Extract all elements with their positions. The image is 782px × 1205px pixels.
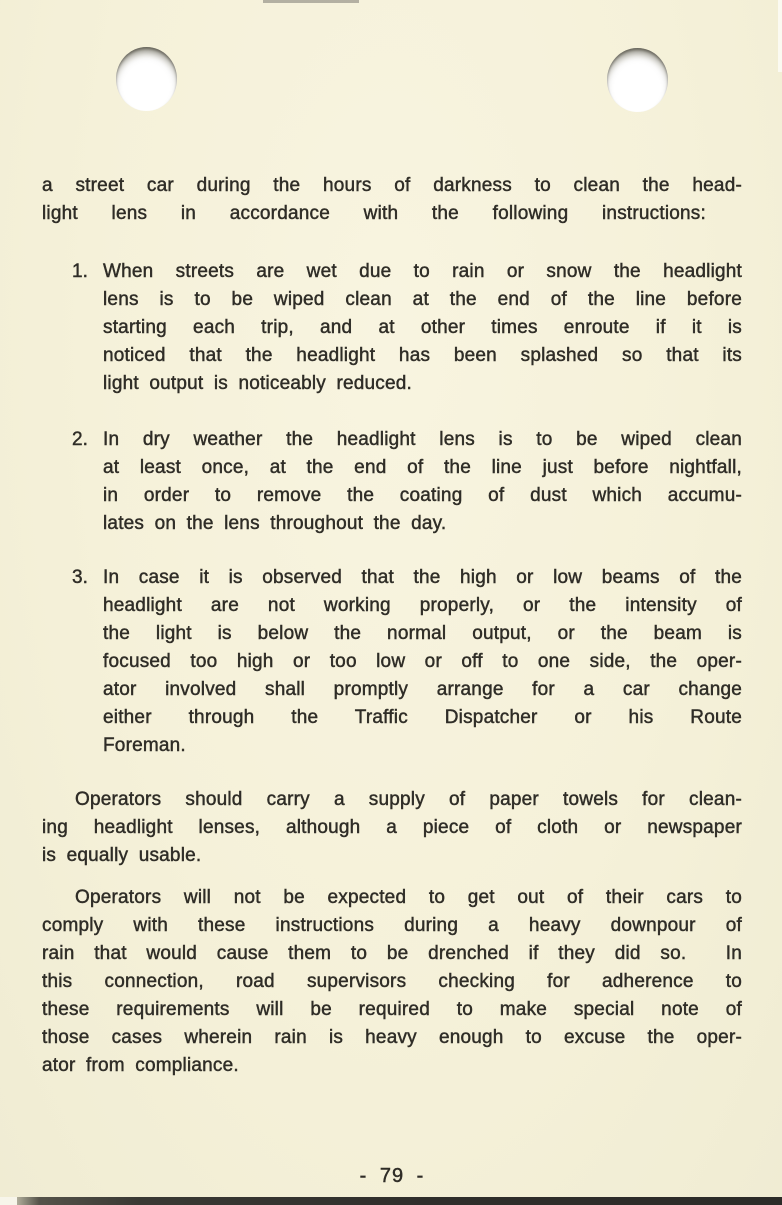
scan-edge-top	[263, 0, 359, 3]
paragraph-intro	[42, 172, 742, 228]
text-line: focused too high or too low or off to one side, the oper-	[103, 651, 742, 672]
text-line: lates on the lens throughout the day.	[103, 513, 447, 534]
text-line: noticed that the headlight has been splashed so that its	[103, 345, 742, 366]
list-item-text	[103, 564, 742, 760]
text-line: starting each trip, and at other times enroute if it is	[103, 317, 742, 338]
text-line: is equally usable.	[42, 845, 202, 866]
list-item-3	[42, 564, 742, 760]
text-line: ator from compliance.	[42, 1055, 239, 1076]
text-line: comply with these instructions during a heavy downpour of	[42, 915, 742, 936]
list-item-1	[42, 258, 742, 398]
text-line: light output is noticeably reduced.	[103, 373, 413, 394]
text-line: this connection, road supervisors checking for adherence to	[42, 971, 742, 992]
list-number: 3.	[72, 567, 88, 588]
list-item-text	[103, 258, 742, 398]
list-number: 1.	[72, 261, 88, 282]
list-item-text	[103, 426, 742, 538]
text-line: light lens in accordance with the following instructions:	[42, 203, 706, 224]
list-item-2	[42, 426, 742, 538]
text-line: Operators should carry a supply of paper towels for clean-	[75, 789, 742, 810]
text-line: either through the Traffic Dispatcher or his Route	[103, 707, 742, 728]
punch-hole-left	[116, 47, 177, 111]
scan-edge-bottom	[0, 1197, 782, 1205]
punch-hole-right	[607, 48, 668, 112]
text-line: ator involved shall promptly arrange for a car change	[103, 679, 742, 700]
text-line: In case it is observed that the high or low beams of the	[103, 567, 742, 588]
text-line: rain that would cause them to be drenched if they did so. In	[42, 943, 742, 964]
text-line: When streets are wet due to rain or snow the headlight	[103, 261, 742, 282]
text-line: In dry weather the headlight lens is to be wiped clean	[103, 429, 742, 450]
text-line: ing headlight lenses, although a piece of cloth or newspaper	[42, 817, 742, 838]
scan-edge-right	[778, 0, 782, 72]
text-line: those cases wherein rain is heavy enough to excuse the oper-	[42, 1027, 742, 1048]
text-line: lens is to be wiped clean at the end of the line before	[103, 289, 742, 310]
text-line: these requirements will be required to make special note of	[42, 999, 742, 1020]
text-line: headlight are not working properly, or the intensity of	[103, 595, 742, 616]
text-line: the light is below the normal output, or the beam is	[103, 623, 742, 644]
scan-edge-bottom-left	[0, 1197, 17, 1205]
paragraph-towels	[42, 786, 742, 870]
text-line: a street car during the hours of darkness to clean the head-	[42, 175, 742, 196]
text-column	[42, 172, 742, 1190]
page-number: - 79 -	[359, 1165, 425, 1187]
text-line: Operators will not be expected to get out of their cars to	[75, 887, 742, 908]
text-line: in order to remove the coating of dust which accumu-	[103, 485, 742, 506]
paragraph-rain	[42, 884, 742, 1080]
list-number: 2.	[72, 429, 88, 450]
text-line: Foreman.	[103, 735, 186, 756]
text-line: at least once, at the end of the line just before nightfall,	[103, 457, 742, 478]
